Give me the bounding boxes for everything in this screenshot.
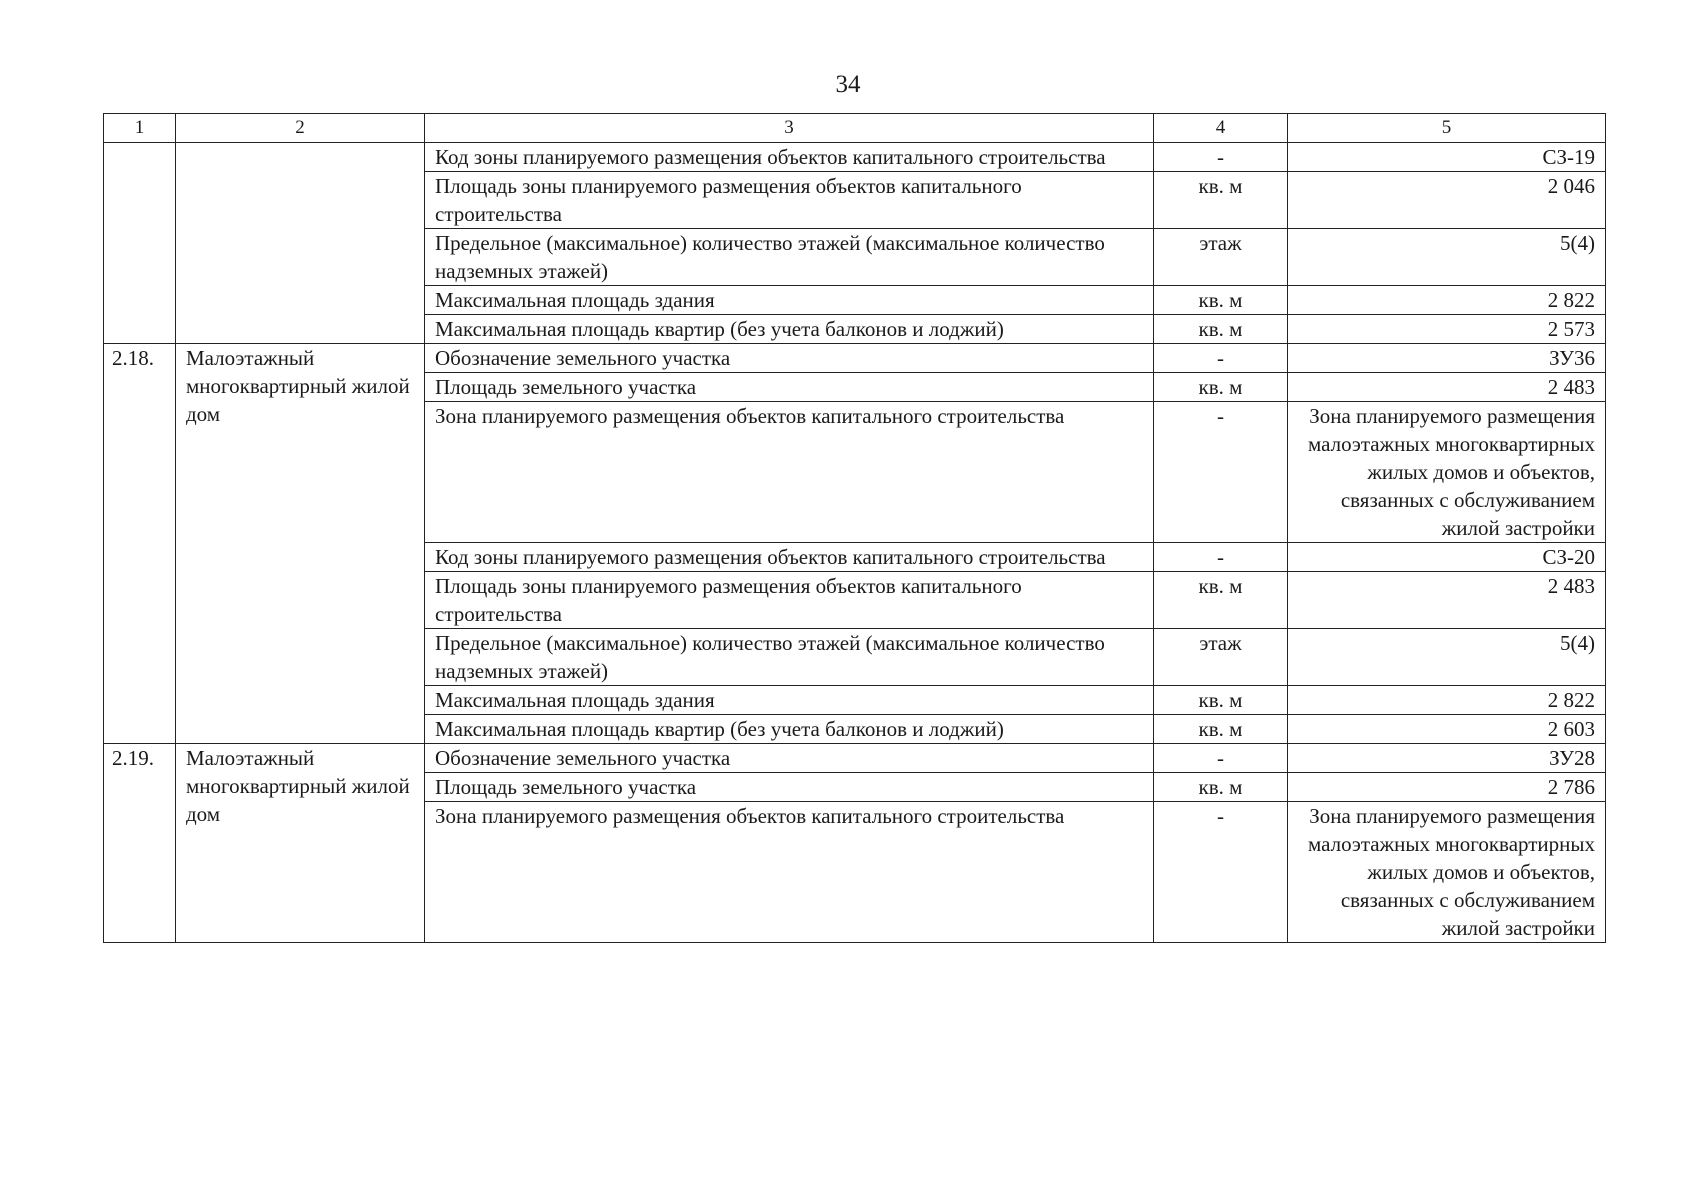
parameter-name: Площадь зоны планируемого размещения объектов капитального строительства	[425, 172, 1154, 229]
unit: -	[1154, 344, 1288, 373]
table-row	[104, 344, 1606, 373]
unit: кв. м	[1154, 572, 1288, 629]
unit: кв. м	[1154, 773, 1288, 802]
parameter-name: Площадь зоны планируемого размещения объектов капитального строительства	[425, 572, 1154, 629]
object-name	[176, 143, 425, 344]
parameter-value: 2 786	[1288, 773, 1606, 802]
parameter-value: 5(4)	[1288, 629, 1606, 686]
parameter-value: 2 573	[1288, 315, 1606, 344]
column-header: 1	[104, 114, 176, 143]
parameter-value: 5(4)	[1288, 229, 1606, 286]
parameter-name: Площадь земельного участка	[425, 773, 1154, 802]
parameter-value: СЗ-20	[1288, 543, 1606, 572]
column-header: 2	[176, 114, 425, 143]
table-header-row	[104, 114, 1606, 143]
unit: этаж	[1154, 229, 1288, 286]
parameter-value: 2 822	[1288, 286, 1606, 315]
parameter-value: 2 483	[1288, 572, 1606, 629]
parameter-name: Максимальная площадь квартир (без учета балконов и лоджий)	[425, 715, 1154, 744]
table-row	[104, 744, 1606, 773]
parameter-value: Зона планируемого размещения малоэтажных многоквартирных жилых домов и объектов, связанных с обслуживанием жилой застройки	[1288, 402, 1606, 543]
parameter-name: Предельное (максимальное) количество этажей (максимальное количество надземных этажей)	[425, 229, 1154, 286]
unit: кв. м	[1154, 286, 1288, 315]
unit: кв. м	[1154, 686, 1288, 715]
parameters-table	[103, 113, 1606, 943]
unit: кв. м	[1154, 172, 1288, 229]
parameter-value: СЗ-19	[1288, 143, 1606, 172]
parameter-name: Площадь земельного участка	[425, 373, 1154, 402]
item-number: 2.18.	[104, 344, 176, 744]
unit: этаж	[1154, 629, 1288, 686]
column-header: 5	[1288, 114, 1606, 143]
page-number: 34	[835, 71, 861, 98]
parameter-name: Обозначение земельного участка	[425, 344, 1154, 373]
parameter-value: ЗУ36	[1288, 344, 1606, 373]
item-number	[104, 143, 176, 344]
unit: кв. м	[1154, 315, 1288, 344]
parameter-value: 2 483	[1288, 373, 1606, 402]
parameter-value: 2 603	[1288, 715, 1606, 744]
column-header: 4	[1154, 114, 1288, 143]
parameter-name: Максимальная площадь здания	[425, 286, 1154, 315]
unit: кв. м	[1154, 715, 1288, 744]
object-name: Малоэтажный многоквартирный жилой дом	[176, 344, 425, 744]
object-name: Малоэтажный многоквартирный жилой дом	[176, 744, 425, 943]
unit: -	[1154, 802, 1288, 943]
parameter-name: Максимальная площадь здания	[425, 686, 1154, 715]
parameter-name: Код зоны планируемого размещения объектов капитального строительства	[425, 143, 1154, 172]
column-header: 3	[425, 114, 1154, 143]
unit: -	[1154, 543, 1288, 572]
table-row	[104, 143, 1606, 172]
unit: -	[1154, 143, 1288, 172]
parameter-value: 2 822	[1288, 686, 1606, 715]
parameter-value: 2 046	[1288, 172, 1606, 229]
parameter-name: Зона планируемого размещения объектов капитального строительства	[425, 802, 1154, 943]
item-number: 2.19.	[104, 744, 176, 943]
parameter-value: Зона планируемого размещения малоэтажных многоквартирных жилых домов и объектов, связанных с обслуживанием жилой застройки	[1288, 802, 1606, 943]
parameter-name: Обозначение земельного участка	[425, 744, 1154, 773]
parameter-name: Код зоны планируемого размещения объектов капитального строительства	[425, 543, 1154, 572]
parameter-name: Предельное (максимальное) количество этажей (максимальное количество надземных этажей)	[425, 629, 1154, 686]
unit: кв. м	[1154, 373, 1288, 402]
parameter-value: ЗУ28	[1288, 744, 1606, 773]
unit: -	[1154, 744, 1288, 773]
parameter-name: Зона планируемого размещения объектов капитального строительства	[425, 402, 1154, 543]
unit: -	[1154, 402, 1288, 543]
parameter-name: Максимальная площадь квартир (без учета балконов и лоджий)	[425, 315, 1154, 344]
